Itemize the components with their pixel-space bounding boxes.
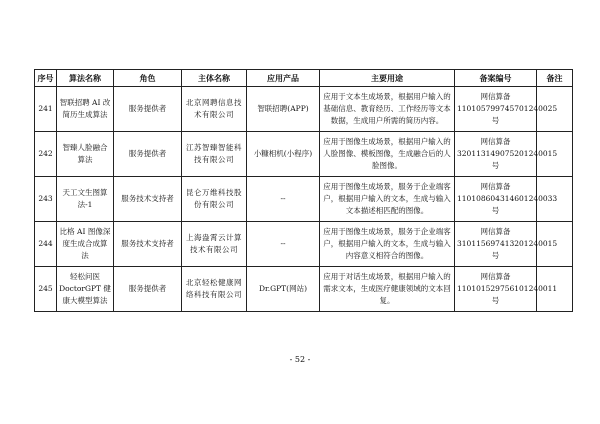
header-purpose: 主要用途 xyxy=(320,70,455,87)
cell-purpose: 应用于图像生成场景，服务于企业端客户，根据用户输入的文本，生成与输入文本描述相匹配的图像。 xyxy=(320,177,455,222)
cell-reg-no: 网信算备 110105799745701240025 号 xyxy=(455,87,537,132)
cell-no: 241 xyxy=(35,87,57,132)
table-row xyxy=(35,222,573,267)
cell-purpose: 应用于图像生成场景，服务于企业端客户，根据用户输入的文本，生成与输入内容意义相符合的图像。 xyxy=(320,222,455,267)
cell-no: 243 xyxy=(35,177,57,222)
cell-product: Dr.GPT(网站) xyxy=(247,267,320,312)
cell-algorithm-name: 智臻人脸融合算法 xyxy=(57,132,114,177)
cell-purpose: 应用于文本生成场景，根据用户输入的基础信息、教育经历、工作经历等文本数据，生成用户所需的简历内容。 xyxy=(320,87,455,132)
header-entity: 主体名称 xyxy=(182,70,247,87)
cell-reg-no: 网信算备 310115697413201240015 号 xyxy=(455,222,537,267)
table-header-row xyxy=(35,70,573,87)
cell-algorithm-name: 天工文生图算法-1 xyxy=(57,177,114,222)
table-row xyxy=(35,177,573,222)
table-row xyxy=(35,132,573,177)
cell-product: 智联招聘(APP) xyxy=(247,87,320,132)
cell-reg-no: 网信算备 110108604314601240033 号 xyxy=(455,177,537,222)
cell-algorithm-name: 智联招聘 AI 改简历生成算法 xyxy=(57,87,114,132)
cell-no: 244 xyxy=(35,222,57,267)
header-no: 序号 xyxy=(35,70,57,87)
header-product: 应用产品 xyxy=(247,70,320,87)
header-reg-no: 备案编号 xyxy=(455,70,537,87)
cell-entity: 上海盎霄云计算技术有限公司 xyxy=(182,222,247,267)
page-number: - 52 - xyxy=(289,355,311,364)
cell-no: 245 xyxy=(35,267,57,312)
cell-product: -- xyxy=(247,222,320,267)
algorithm-registry-table xyxy=(34,69,573,312)
header-role: 角色 xyxy=(114,70,182,87)
cell-role: 服务提供者 xyxy=(114,87,182,132)
cell-role: 服务提供者 xyxy=(114,132,182,177)
cell-role: 服务技术支持者 xyxy=(114,177,182,222)
cell-role: 服务提供者 xyxy=(114,267,182,312)
cell-entity: 北京网聘信息技术有限公司 xyxy=(182,87,247,132)
cell-role: 服务技术支持者 xyxy=(114,222,182,267)
cell-product: -- xyxy=(247,177,320,222)
header-algorithm-name: 算法名称 xyxy=(57,70,114,87)
cell-purpose: 应用于对话生成场景，根据用户输入的需求文本，生成医疗健康领域的文本回复。 xyxy=(320,267,455,312)
cell-product: 小糠相机(小程序) xyxy=(247,132,320,177)
header-note: 备注 xyxy=(537,70,573,87)
cell-entity: 江苏智臻智能科技有限公司 xyxy=(182,132,247,177)
cell-reg-no: 网信算备 110101529756101240011 号 xyxy=(455,267,537,312)
cell-entity: 昆仑万维科技股份有限公司 xyxy=(182,177,247,222)
cell-algorithm-name: 轻松问医 DoctorGPT 健康大模型算法 xyxy=(57,267,114,312)
cell-purpose: 应用于图像生成场景，根据用户输入的人脸图像、模板图像，生成融合后的人脸图像。 xyxy=(320,132,455,177)
cell-reg-no: 网信算备 320113149075201240015 号 xyxy=(455,132,537,177)
table-row xyxy=(35,87,573,132)
cell-algorithm-name: 比格 AI 图像深度生成合成算法 xyxy=(57,222,114,267)
cell-no: 242 xyxy=(35,132,57,177)
cell-entity: 北京轻松健康网络科技有限公司 xyxy=(182,267,247,312)
table-row xyxy=(35,267,573,312)
